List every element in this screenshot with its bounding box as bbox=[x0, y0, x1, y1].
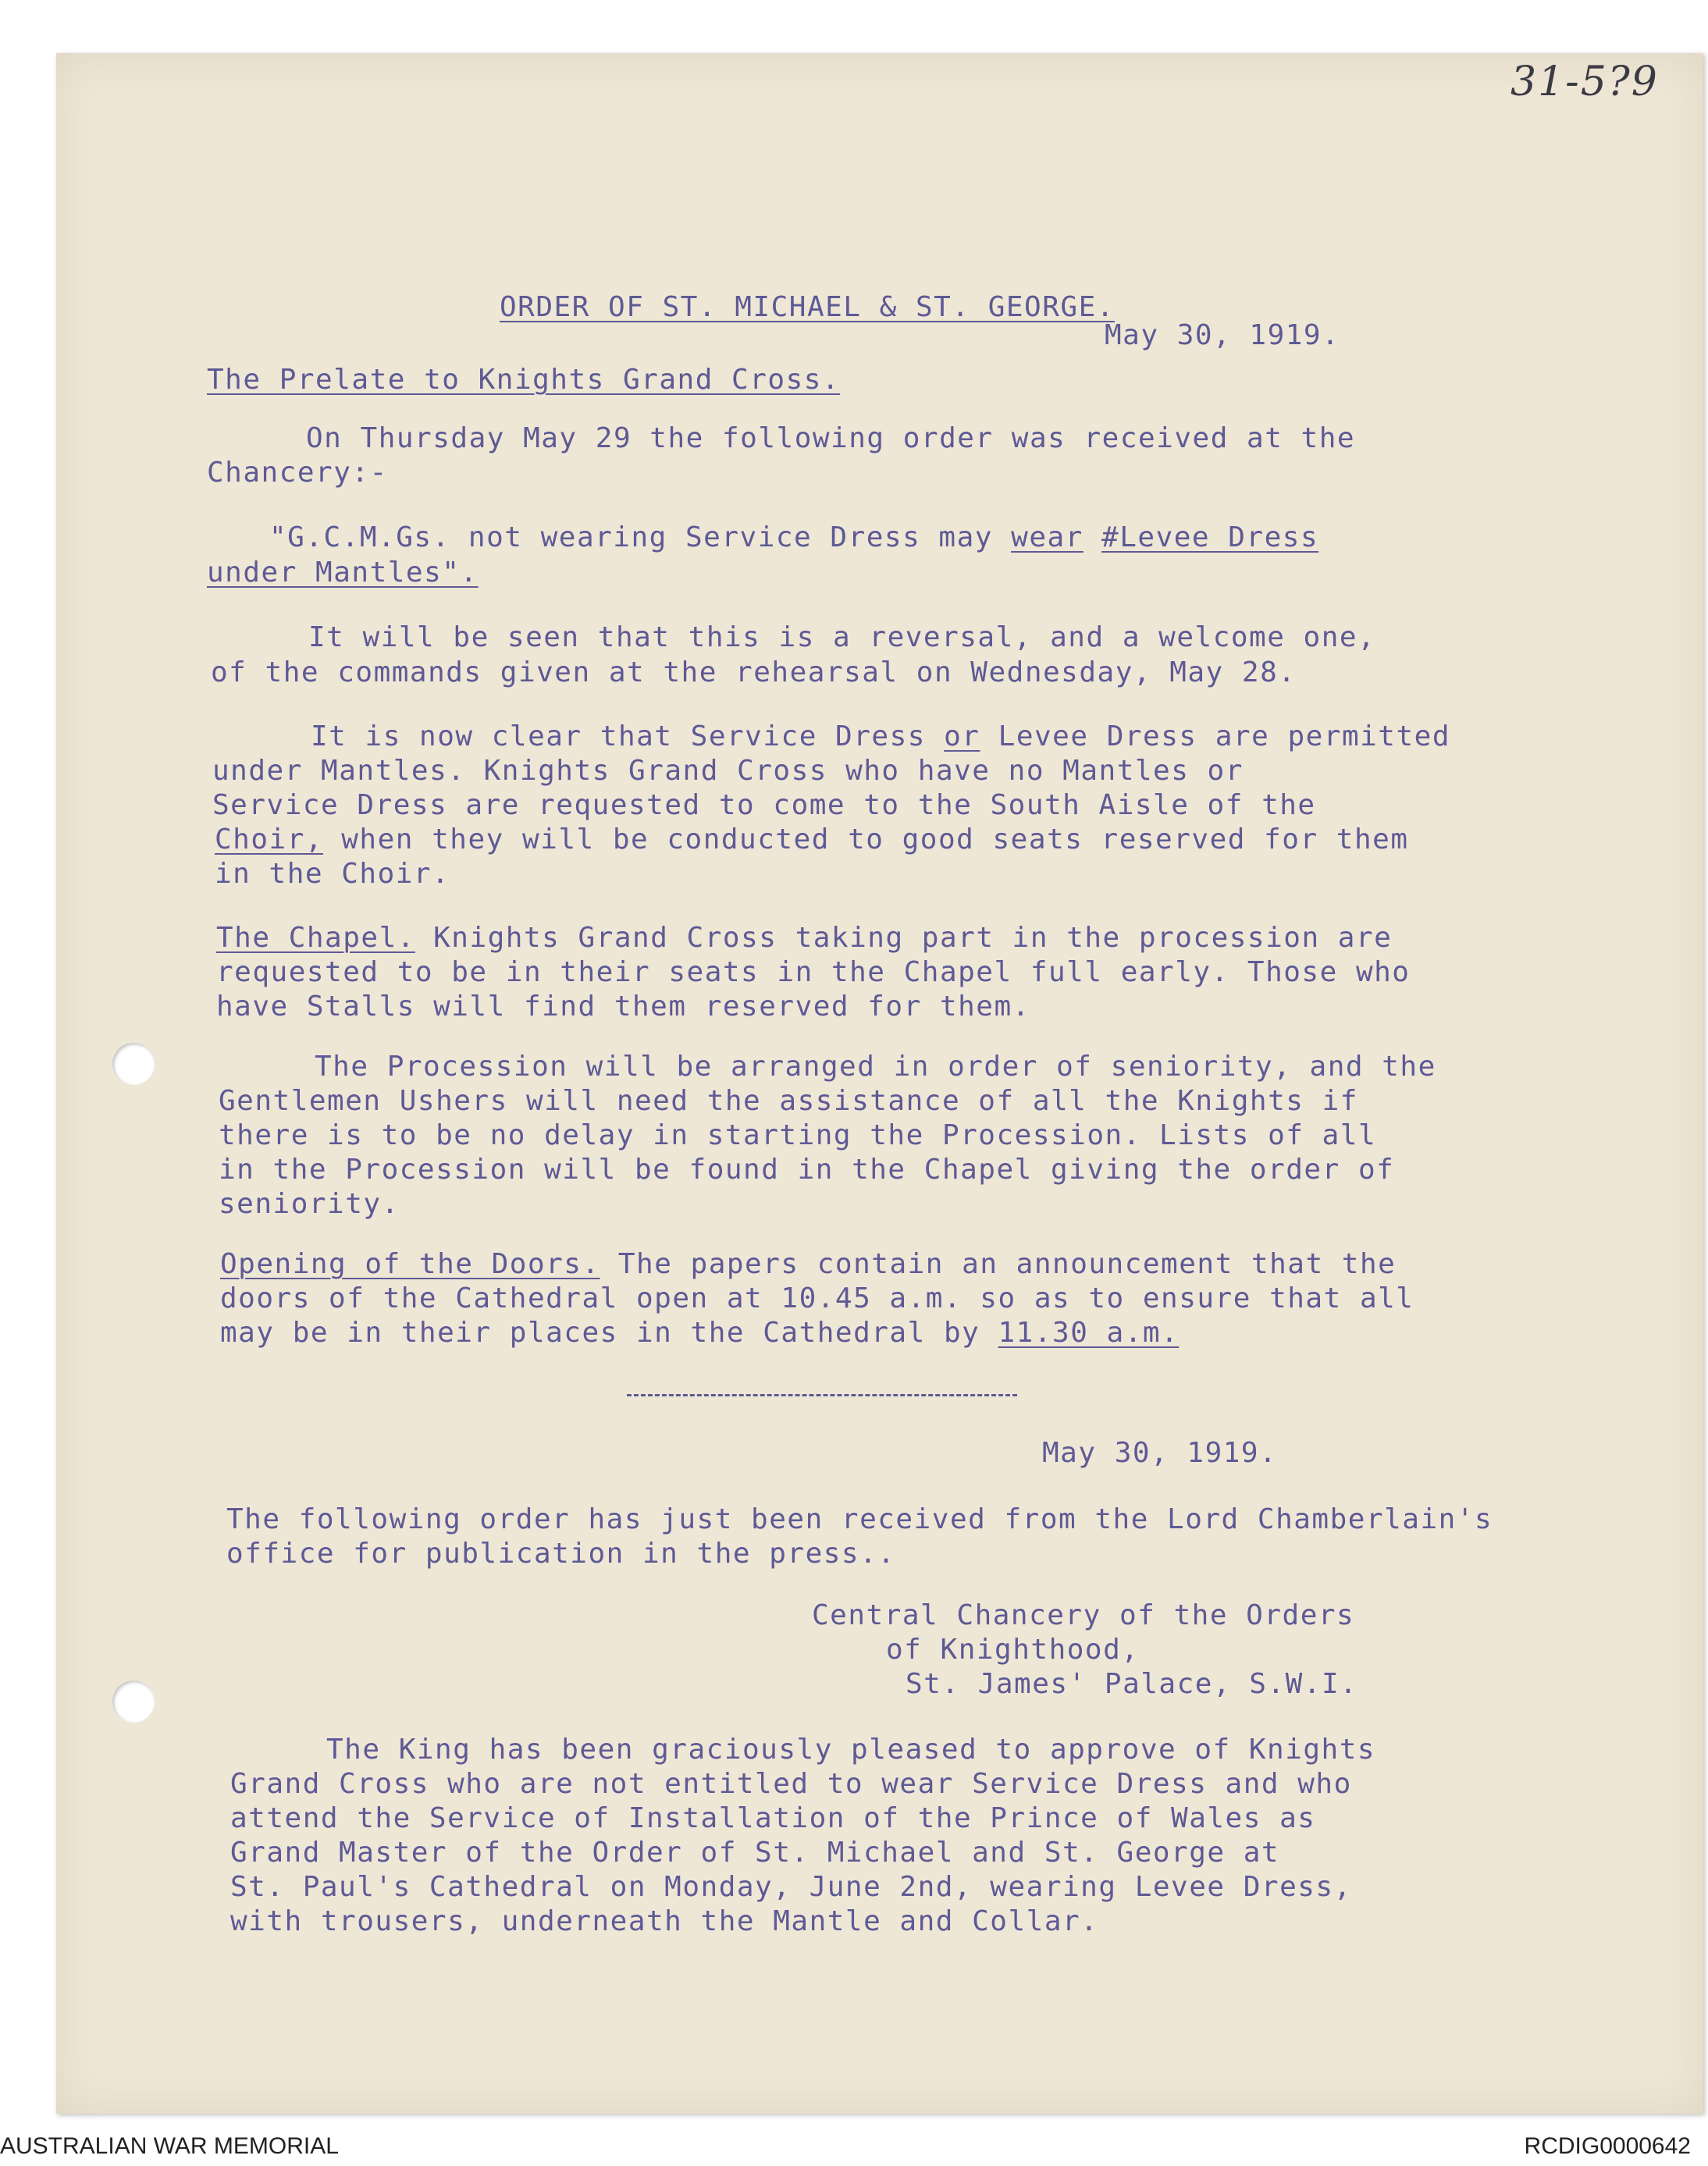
paragraph-line: The Procession will be arranged in order of seniority, and the bbox=[315, 1051, 1436, 1083]
paragraph-line: with trousers, underneath the Mantle and Collar. bbox=[230, 1905, 1099, 1937]
paragraph-line: requested to be in their seats in the Chapel full early. Those who bbox=[216, 956, 1411, 988]
punch-hole-lower bbox=[112, 1681, 155, 1723]
footer-item-id: RCDIG0000642 bbox=[1524, 2133, 1691, 2159]
document-title: ORDER OF ST. MICHAEL & ST. GEORGE. bbox=[500, 291, 1115, 323]
paragraph-line bbox=[220, 1316, 1179, 1350]
section-divider bbox=[627, 1394, 1017, 1396]
paragraph-line: St. Paul's Cathedral on Monday, June 2nd, wearing Levee Dress, bbox=[230, 1871, 1352, 1903]
paragraph-line: Service Dress are requested to come to the South Aisle of the bbox=[212, 789, 1316, 821]
paragraph-line: under Mantles. Knights Grand Cross who have no Mantles or bbox=[212, 755, 1244, 787]
paragraph-line: On Thursday May 29 the following order was received at the bbox=[306, 422, 1356, 454]
address-line: St. James' Palace, S.W.I. bbox=[906, 1668, 1358, 1700]
paragraph-line: there is to be no delay in starting the Procession. Lists of all bbox=[219, 1119, 1377, 1151]
paragraph-line: Gentlemen Ushers will need the assistance of all the Knights if bbox=[219, 1085, 1358, 1117]
underlined-choir: Choir, bbox=[215, 823, 324, 855]
paragraph-line: office for publication in the press.. bbox=[226, 1538, 896, 1570]
paragraph-line: The following order has just been received from the Lord Chamberlain's bbox=[226, 1503, 1493, 1535]
text-span: when they will be conducted to good seats reserved for them bbox=[341, 823, 1409, 855]
quote-text: "G.C.M.Gs. not wearing Service Dress may bbox=[269, 521, 993, 553]
underlined-or: or bbox=[944, 720, 980, 752]
paragraph-line: in the Procession will be found in the Chapel giving the order of bbox=[219, 1154, 1395, 1186]
punch-hole-upper bbox=[112, 1043, 155, 1085]
paragraph-line: It will be seen that this is a reversal, and a welcome one, bbox=[308, 621, 1376, 653]
memo-subject: The Prelate to Knights Grand Cross. bbox=[207, 364, 841, 396]
paragraph-line bbox=[216, 921, 1392, 955]
paragraph-line: doors of the Cathedral open at 10.45 a.m. so as to ensure that all bbox=[220, 1282, 1414, 1314]
underlined-time: 11.30 a.m. bbox=[998, 1317, 1180, 1349]
paragraph-line bbox=[220, 1247, 1396, 1282]
quote-levee-text: Levee Dress bbox=[1119, 521, 1319, 553]
paragraph-line: Grand Cross who are not entitled to wear Service Dress and who bbox=[230, 1768, 1352, 1800]
paragraph-line: attend the Service of Installation of the Prince of Wales as bbox=[230, 1802, 1316, 1834]
address-line: of Knighthood, bbox=[886, 1634, 1140, 1666]
paragraph-line: have Stalls will find them reserved for them. bbox=[216, 991, 1030, 1023]
footer-institution: AUSTRALIAN WAR MEMORIAL bbox=[0, 2133, 339, 2159]
paragraph-line bbox=[215, 823, 1409, 857]
paragraph-line bbox=[311, 720, 1450, 754]
text-span: It is now clear that Service Dress bbox=[311, 720, 926, 752]
archive-reference-number: 31-5?9 bbox=[1511, 59, 1659, 105]
section-heading-doors: Opening of the Doors. bbox=[220, 1248, 600, 1280]
paragraph-line: Grand Master of the Order of St. Michael and St. George at bbox=[230, 1837, 1280, 1869]
quoted-order-line bbox=[269, 521, 1318, 555]
header-date: May 30, 1919. bbox=[1105, 319, 1340, 351]
quoted-order-line: under Mantles". bbox=[207, 557, 479, 589]
quote-underlined-levee bbox=[1101, 521, 1318, 553]
memo-date: May 30, 1919. bbox=[1042, 1437, 1278, 1469]
quote-underlined-wear: wear bbox=[1011, 521, 1084, 553]
paragraph-line: in the Choir. bbox=[215, 858, 450, 890]
text-span: may be in their places in the Cathedral by bbox=[220, 1317, 980, 1349]
paragraph-line: seniority. bbox=[219, 1188, 400, 1220]
text-span: Knights Grand Cross taking part in the procession are bbox=[433, 922, 1393, 954]
paragraph-line: The King has been graciously pleased to approve of Knights bbox=[326, 1734, 1376, 1766]
paragraph-line: of the commands given at the rehearsal on Wednesday, May 28. bbox=[211, 656, 1297, 688]
paragraph-line: Chancery:- bbox=[207, 457, 388, 489]
address-line: Central Chancery of the Orders bbox=[812, 1599, 1355, 1631]
section-heading-chapel: The Chapel. bbox=[216, 922, 415, 954]
text-span: Levee Dress are permitted bbox=[998, 720, 1451, 752]
handwritten-mark: # bbox=[1101, 521, 1120, 553]
text-span: The papers contain an announcement that the bbox=[617, 1248, 1397, 1280]
